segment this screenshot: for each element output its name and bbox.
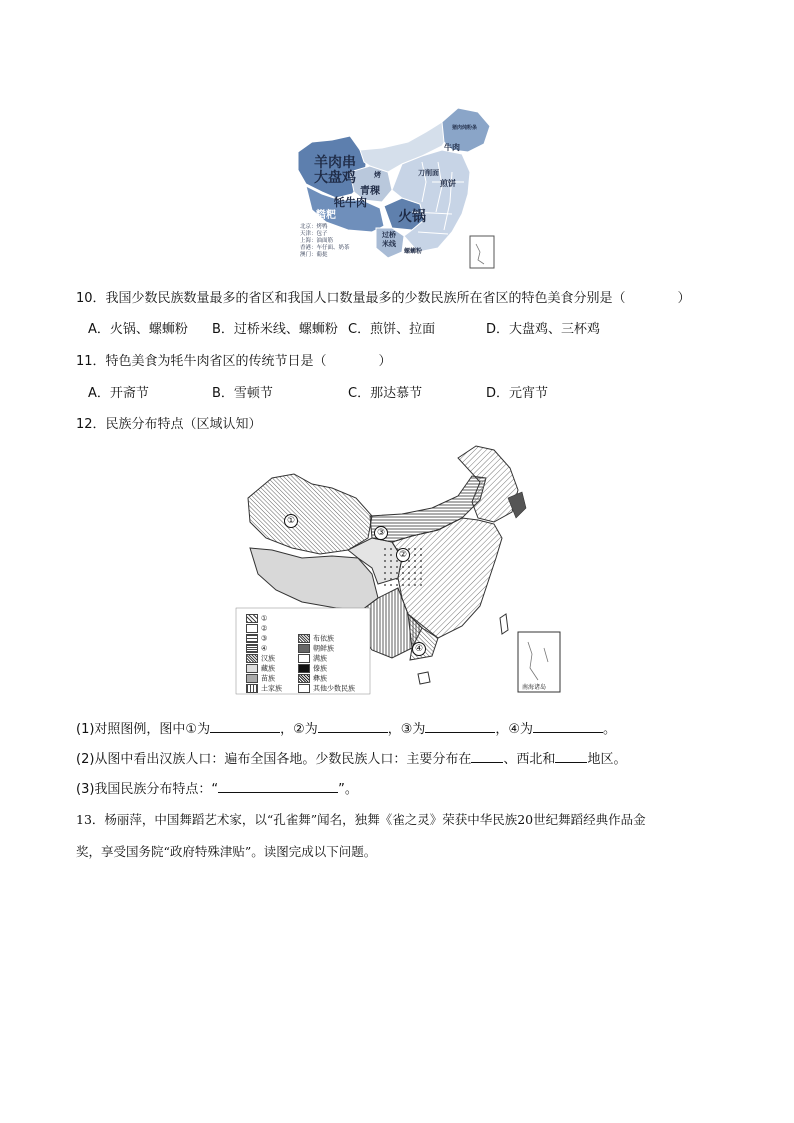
ethnic-map xyxy=(232,438,564,696)
map-label-daoxiao: 刀削面 xyxy=(418,169,439,177)
q11-option-c[interactable]: C．那达慕节 xyxy=(348,386,423,401)
question-11-stem: 11．特色美食为牦牛肉省区的传统节日是（ ） xyxy=(76,354,392,369)
map-label-ke: 烤 xyxy=(374,171,381,179)
question-10-stem: 10．我国少数民族数量最多的省区和我国人口数量最多的少数民族所在省区的特色美食分别是（ ） xyxy=(76,291,691,306)
map-label-huoguo: 火锅 xyxy=(398,209,426,225)
q12-sub3-text-a: (3)我国民族分布特点：“ xyxy=(76,782,219,797)
map-label-maoniurou: 牦牛肉 xyxy=(334,196,367,209)
legend-item xyxy=(246,654,275,664)
q12-sub3 xyxy=(76,779,358,799)
legend-item xyxy=(246,634,267,644)
map-label-niurou: 牛肉 xyxy=(444,143,460,152)
answer-blank-6[interactable] xyxy=(555,749,587,763)
map-marker-4: ④ xyxy=(412,642,426,656)
q12-sub2-text-a: (2)从图中看出汉族人口：遍布全国各地。少数民族人口：主要分布在 xyxy=(76,752,472,767)
legend-item xyxy=(246,624,267,634)
legend-label: 藏族 xyxy=(261,664,275,673)
answer-blank-7[interactable] xyxy=(218,779,338,793)
map-label-guoqiao: 过桥 xyxy=(382,231,396,239)
legend-label: 满族 xyxy=(313,654,327,663)
q12-sub2-text-c: 地区。 xyxy=(587,752,627,767)
map-note: 上海：油面筋 xyxy=(300,238,334,244)
answer-blank-5[interactable] xyxy=(471,749,503,763)
legend-label: 彝族 xyxy=(313,674,327,683)
legend-item xyxy=(298,654,327,664)
legend-label: 布依族 xyxy=(313,634,334,643)
q10-option-c[interactable]: C．煎饼、拉面 xyxy=(348,322,436,337)
question-13-line-1: 13．杨丽萍，中国舞蹈艺术家，以“孔雀舞”闻名，独舞《雀之灵》荣获中华民族20世纪舞蹈经典作品金 xyxy=(76,812,646,827)
q11-option-b[interactable]: B．雪顿节 xyxy=(212,386,273,401)
map-label-yangrouchuan: 羊肉串 xyxy=(314,155,356,171)
q10-option-b[interactable]: B．过桥米线、螺蛳粉 xyxy=(212,322,338,337)
answer-blank-4[interactable] xyxy=(533,719,603,733)
map-label-jianbing: 煎饼 xyxy=(440,179,456,188)
map-note: 北京：烤鸭 xyxy=(300,224,328,230)
ethnic-map-shape xyxy=(232,438,564,696)
q10-option-d[interactable]: D．大盘鸡、三杯鸡 xyxy=(486,322,601,337)
q12-sub1-text-e: 。 xyxy=(603,722,617,737)
question-13-line-2: 奖，享受国务院“政府特殊津贴”。读图完成以下问题。 xyxy=(76,844,377,859)
legend-item xyxy=(298,664,327,674)
question-12-stem: 12．民族分布特点（区域认知） xyxy=(76,417,262,432)
inset-label: 南海诸岛 xyxy=(522,684,547,691)
legend-item xyxy=(246,684,282,694)
q10-option-a[interactable]: A．火锅、螺蛳粉 xyxy=(88,322,188,337)
legend-label: ④ xyxy=(261,644,268,653)
q12-sub1-text-d: ，④为 xyxy=(495,722,534,737)
legend-item xyxy=(246,614,267,624)
legend-label: 朝鲜族 xyxy=(313,644,334,653)
answer-blank-1[interactable] xyxy=(210,719,280,733)
legend-label: 傣族 xyxy=(313,664,327,673)
legend-item xyxy=(298,674,327,684)
map-notes xyxy=(300,224,350,259)
map-label-luosifen: 螺蛳粉 xyxy=(404,248,423,255)
legend-label: 其他少数民族 xyxy=(313,684,355,693)
q12-sub1-text-b: ，②为 xyxy=(280,722,318,737)
map-label-mixian: 米线 xyxy=(382,240,396,248)
legend-label: 苗族 xyxy=(261,674,275,683)
legend-label: ③ xyxy=(261,634,268,643)
legend-label: 土家族 xyxy=(261,684,282,693)
legend-item xyxy=(246,644,267,654)
map-label-hongshao: 猪肉炖粉条 xyxy=(452,125,478,131)
map-marker-1: ① xyxy=(284,514,298,528)
q11-option-a[interactable]: A．开斋节 xyxy=(88,386,149,401)
q11-option-d[interactable]: D．元宵节 xyxy=(486,386,549,401)
legend-item xyxy=(298,684,355,694)
map-marker-2: ② xyxy=(396,548,410,562)
map-note: 天津：包子 xyxy=(300,231,328,237)
legend-label: ① xyxy=(261,614,268,623)
legend-label: 汉族 xyxy=(261,654,275,663)
food-map xyxy=(292,102,498,272)
answer-blank-2[interactable] xyxy=(318,719,388,733)
answer-blank-3[interactable] xyxy=(425,719,495,733)
q12-sub2 xyxy=(76,749,626,769)
map-label-zanba: 糌粑 xyxy=(316,210,336,221)
legend-item xyxy=(298,634,334,644)
q12-sub3-text-b: ”。 xyxy=(338,782,358,797)
map-label-dapanji: 大盘鸡 xyxy=(314,170,356,186)
map-label-qingke: 青稞 xyxy=(360,186,380,197)
map-note: 澳门：葡挞 xyxy=(300,252,328,258)
q12-sub1 xyxy=(76,719,616,739)
q12-sub1-text-a: (1)对照图例，图中①为 xyxy=(76,722,211,737)
q12-sub2-text-b: 、西北和 xyxy=(503,752,556,767)
map-note: 香港：车仔面、奶茶 xyxy=(300,245,350,251)
legend-item xyxy=(246,674,275,684)
legend-item xyxy=(246,664,275,674)
q12-sub1-text-c: ，③为 xyxy=(387,722,426,737)
legend-label: ② xyxy=(261,624,268,633)
legend-item xyxy=(298,644,334,654)
map-marker-3: ③ xyxy=(374,526,388,540)
